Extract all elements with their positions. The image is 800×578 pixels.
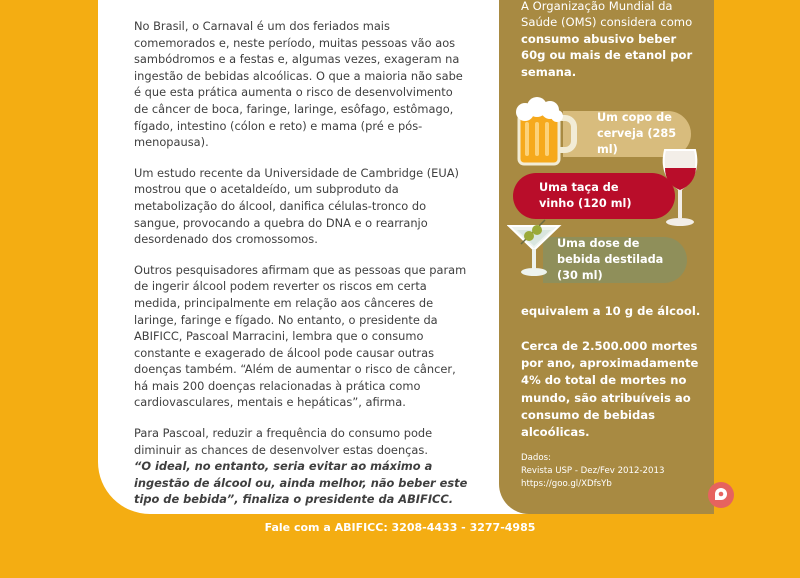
oms-statement [521,0,701,80]
mortality-statistic: Cerca de 2.500.000 mortes por ano, aproximadamente 4% do total de mortes no mundo, são atribuíveis ao consumo de bebidas alcoólicas. [521,339,699,440]
article-paragraph-4 [134,425,469,508]
beer-portion-label: Um copo de cerveja (285 ml) [597,111,677,156]
article-paragraph-1: No Brasil, o Carnaval é um dos feriados mais comemorados e, neste período, muitas pessoas vão aos sambódromos e a festas e, algumas vezes, exageram na ingestão de bebidas alcoólicas. O que a maioria não sabe é que esta prática aumenta o risco de desenvolvimento de câncer de boca, faringe, laringe, esôfago, estômago, fígado, intestino (cólon e reto) e mama (pré e pós-menopausa). [134,19,463,150]
article-paragraph-4-text: Para Pascoal, reduzir a frequência do consumo pode diminuir as chances de desenvolver estas doenças. [134,426,433,457]
wine-portion [513,173,675,219]
footer-contact: Fale com a ABIFICC: 3208-4433 - 3277-4985 [264,521,536,534]
article-paragraph-3: Outros pesquisadores afirmam que as pessoas que param de ingerir álcool podem reverter os riscos em certa medida, principalmente em relação aos cânceres de laringe, faringe e fígado. No entanto, o presidente da ABIFICC, Pascoal Marracini, lembra que o consumo constante e exagerado de álcool pode causar outras doenças também. “Além de aumentar o risco de câncer, há mais 200 doenças relacionadas à prática como cardiovasculares, mentais e hepáticas”, afirma. [134,262,467,410]
chat-bubble-icon[interactable] [706,480,736,510]
wine-glass-icon [657,146,705,228]
article-paragraph-2: Um estudo recente da Universidade de Cambridge (EUA) mostrou que o acetaldeído, um subproduto da metabolização do álcool, danifica células-tronco do sangue, provocando a quebra do DNA e o rearranjo desordenado dos cromossomos. [134,165,459,247]
sources-title: Dados: [521,453,551,463]
source-link[interactable]: https://goo.gl/XDfsYb [521,479,612,490]
source-magazine: Revista USP - Dez/Fev 2012-2013 [521,466,665,477]
martini-glass-icon [507,218,563,278]
spirit-portion-label: Uma dose de bebida destilada (30 ml) [557,237,664,282]
wine-portion-label: Uma taça de vinho (120 ml) [539,181,632,210]
sources [521,452,701,492]
content-card [98,0,714,514]
equivalence-text: equivalem a 10 g de álcool. [521,304,701,318]
beer-mug-icon [513,96,577,168]
spirit-portion [543,237,687,283]
president-quote: “O ideal, no entanto, seria evitar ao máximo a ingestão de álcool ou, ainda melhor, não beber este tipo de bebida”, finaliza o presidente da ABIFICC. [134,459,468,507]
oms-intro: A Organização Mundial da Saúde (OMS) considera como [521,0,693,30]
article-body [134,18,469,514]
oms-highlight: consumo abusivo beber 60g ou mais de etanol por semana. [521,31,693,79]
oms-infobox [499,0,714,514]
